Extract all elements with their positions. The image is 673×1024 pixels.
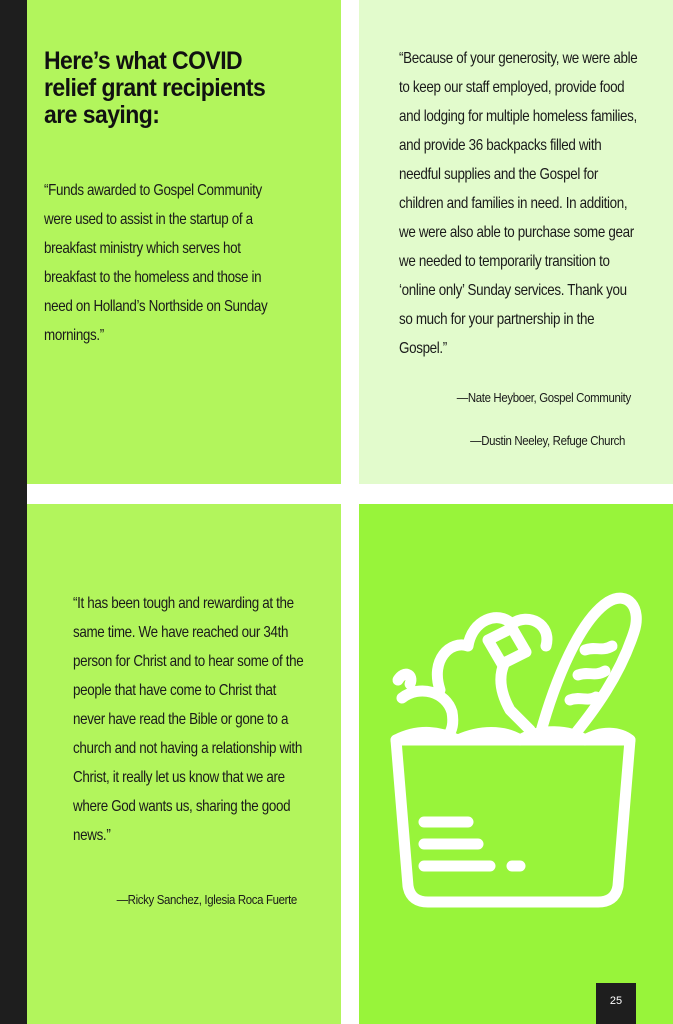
page-spine [0, 0, 27, 1024]
testimonial-attribution-2: —Dustin Neeley, Refuge Church [470, 433, 625, 448]
grocery-bag-icon [380, 580, 650, 920]
page-number: 25 [596, 983, 636, 1024]
page-heading: Here’s what COVID relief grant recipients are saying: [44, 47, 266, 129]
testimonial-quote-3: “It has been tough and rewarding at the same time. We have reached our 34th person for Christ and to hear some of the people that have come to Christ that never have read the Bible or gone to a church and not having a relationship with Christ, it really let us know that we are where God wants us, sharing the good news.” [73, 595, 304, 844]
testimonial-attribution-3: —Ricky Sanchez, Iglesia Roca Fuerte [116, 892, 297, 907]
testimonial-quote-2: “Because of your generosity, we were able to keep our staff employed, provide food and lodging for multiple homeless families, and provide 36 backpacks filled with needful supplies and the Gospel for children and families in need. In addition, we were also able to purchase some gear we needed to temporarily transition to ‘online only’ Sunday services. Thank you so much for your partnership in the Gospel.” [399, 50, 638, 357]
testimonial-attribution-1: —Nate Heyboer, Gospel Community [456, 390, 631, 405]
testimonial-quote-1: “Funds awarded to Gospel Community were used to assist in the startup of a breakfast ministry which serves hot breakfast to the homeless and those in need on Holland’s Northside on Sunday mornings.” [44, 182, 268, 344]
